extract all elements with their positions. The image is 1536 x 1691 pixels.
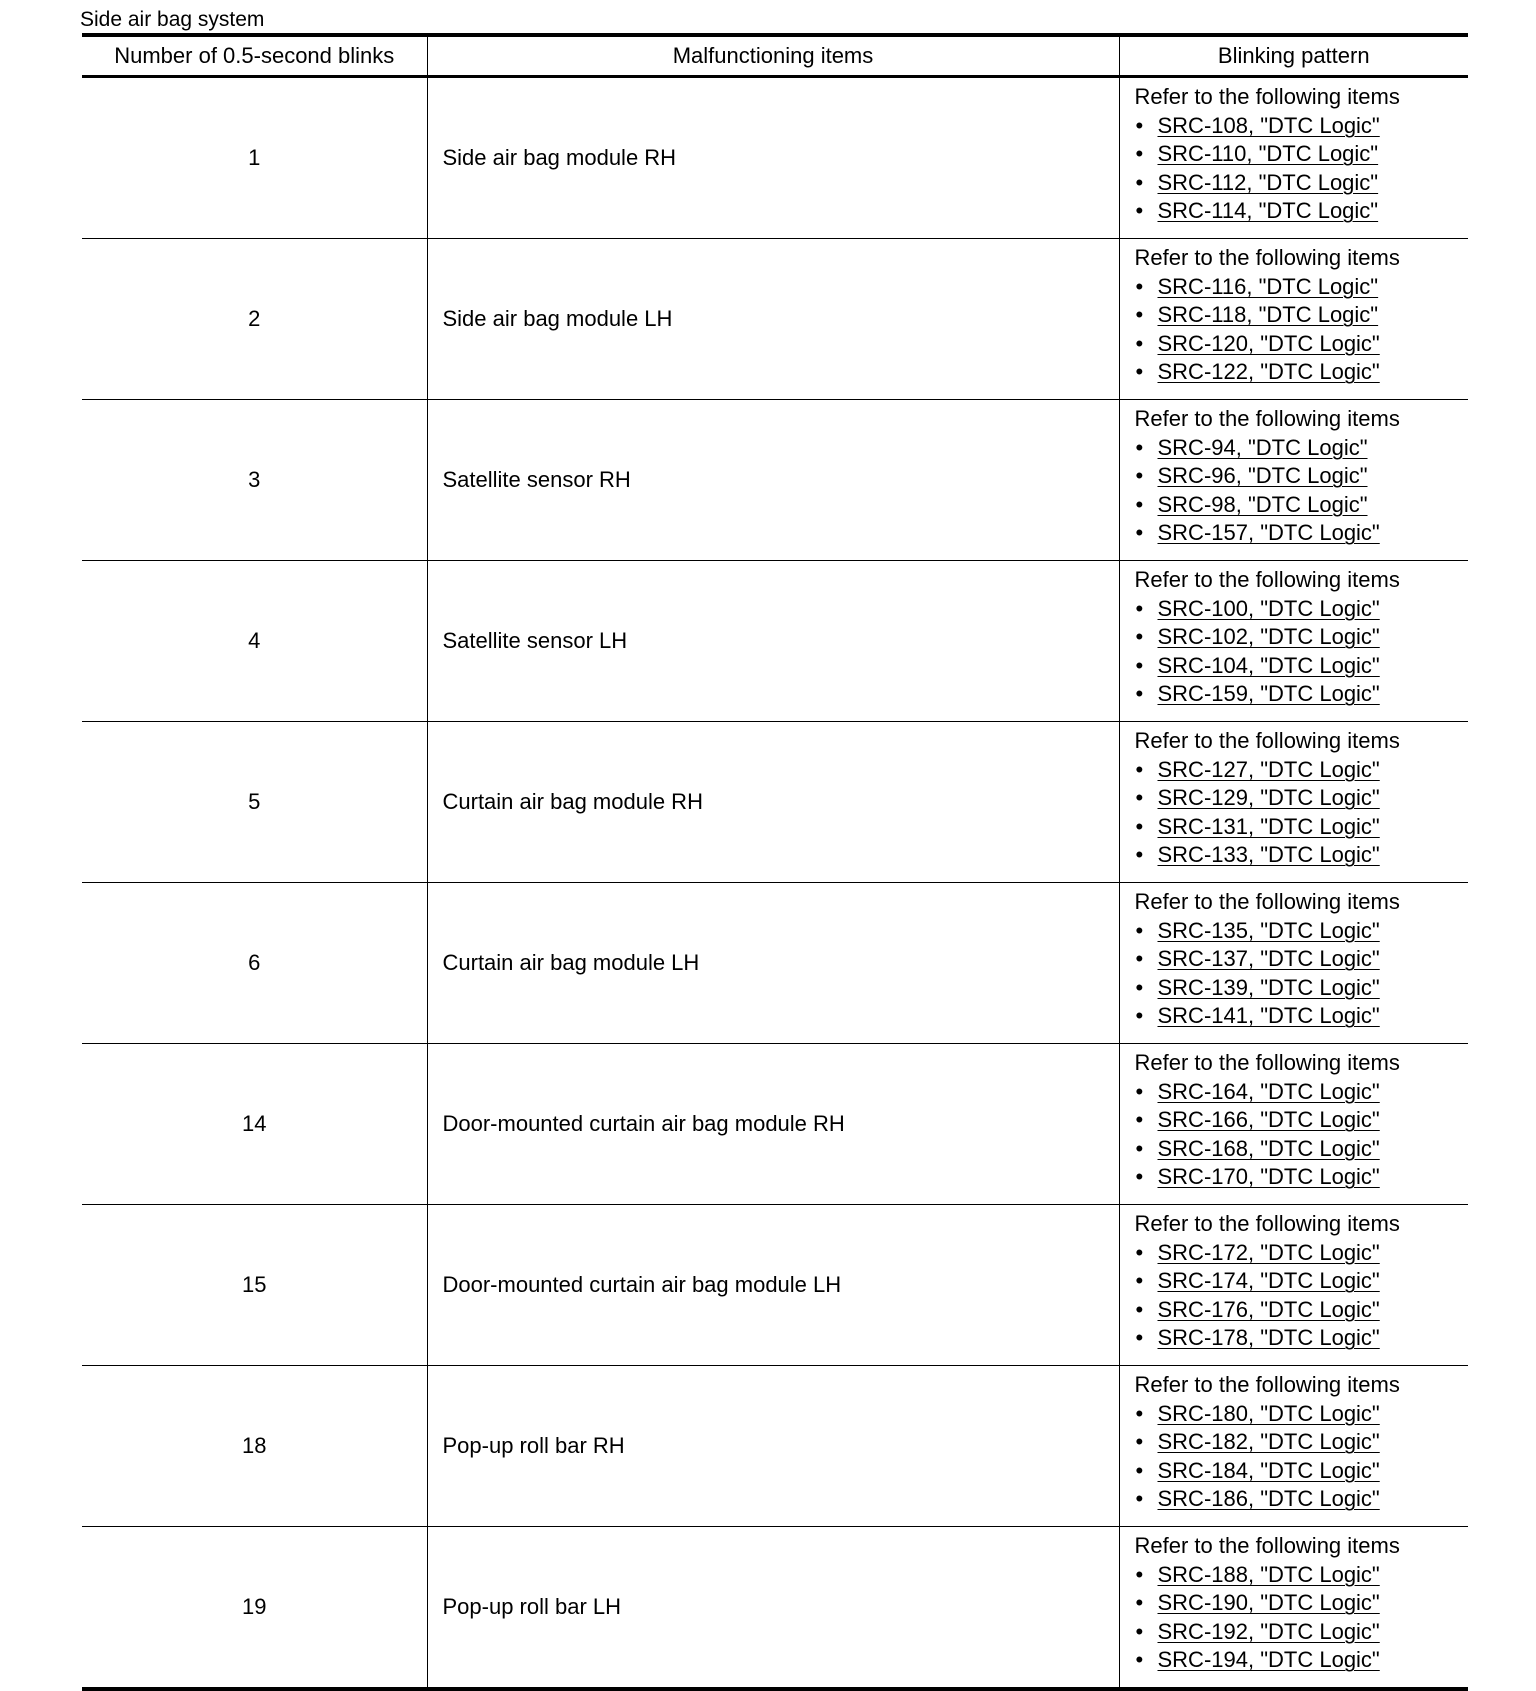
malfunctioning-item-cell: Curtain air bag module RH [427, 722, 1119, 883]
list-item [1135, 1078, 1469, 1107]
blink-count-cell: 1 [82, 77, 427, 239]
bullet-icon: • [1135, 1107, 1144, 1132]
refer-text: Refer to the following items [1134, 245, 1400, 270]
dtc-logic-link[interactable]: SRC-188, "DTC Logic" [1157, 1561, 1380, 1587]
blink-count-cell: 14 [82, 1044, 427, 1205]
malfunctioning-item-cell: Pop-up roll bar LH [427, 1527, 1119, 1690]
blink-pattern-table [82, 33, 1468, 1691]
refer-text: Refer to the following items [1134, 84, 1400, 109]
bullet-icon: • [1135, 1164, 1144, 1189]
reference-list [1135, 1239, 1469, 1353]
list-item [1135, 1267, 1469, 1296]
header-blink-count: Number of 0.5-second blinks [82, 35, 427, 77]
bullet-icon: • [1135, 1590, 1144, 1615]
refer-text: Refer to the following items [1134, 406, 1400, 431]
blinking-pattern-cell [1119, 1366, 1468, 1527]
dtc-logic-link[interactable]: SRC-182, "DTC Logic" [1157, 1429, 1380, 1454]
dtc-logic-link[interactable]: SRC-139, "DTC Logic" [1157, 974, 1380, 1000]
bullet-icon: • [1135, 359, 1144, 384]
malfunctioning-item-cell: Door-mounted curtain air bag module RH [427, 1044, 1119, 1205]
dtc-logic-link[interactable]: SRC-122, "DTC Logic" [1157, 359, 1380, 384]
bullet-icon: • [1135, 1135, 1144, 1161]
bullet-icon: • [1135, 1457, 1144, 1483]
dtc-logic-link[interactable]: SRC-112, "DTC Logic" [1157, 169, 1379, 195]
malfunctioning-item-cell: Side air bag module RH [427, 77, 1119, 239]
list-item [1135, 1428, 1469, 1457]
list-item [1135, 974, 1469, 1003]
reference-list [1135, 917, 1469, 1031]
dtc-logic-link[interactable]: SRC-131, "DTC Logic" [1157, 813, 1380, 839]
blinking-pattern-cell [1119, 722, 1468, 883]
dtc-logic-link[interactable]: SRC-116, "DTC Logic" [1157, 273, 1379, 299]
reference-list [1135, 273, 1469, 387]
dtc-logic-link[interactable]: SRC-118, "DTC Logic" [1157, 302, 1379, 327]
bullet-icon: • [1135, 946, 1144, 971]
blinking-pattern-cell [1119, 77, 1468, 239]
bullet-icon: • [1135, 974, 1144, 1000]
list-item [1135, 301, 1469, 330]
dtc-logic-link[interactable]: SRC-172, "DTC Logic" [1157, 1239, 1380, 1265]
table-row [82, 1366, 1468, 1527]
dtc-logic-link[interactable]: SRC-170, "DTC Logic" [1157, 1164, 1380, 1189]
blinking-pattern-cell [1119, 400, 1468, 561]
bullet-icon: • [1135, 1078, 1144, 1104]
dtc-logic-link[interactable]: SRC-98, "DTC Logic" [1157, 491, 1368, 517]
refer-text: Refer to the following items [1134, 1533, 1400, 1558]
list-item [1135, 841, 1469, 870]
bullet-icon: • [1135, 1486, 1144, 1511]
blink-count-cell: 18 [82, 1366, 427, 1527]
bullet-icon: • [1135, 681, 1144, 706]
list-item [1135, 1324, 1469, 1353]
table-body [82, 77, 1468, 1690]
dtc-logic-link[interactable]: SRC-94, "DTC Logic" [1157, 434, 1368, 460]
dtc-logic-link[interactable]: SRC-178, "DTC Logic" [1157, 1325, 1380, 1350]
table-row [82, 77, 1468, 239]
table-row [82, 239, 1468, 400]
dtc-logic-link[interactable]: SRC-133, "DTC Logic" [1157, 842, 1380, 867]
list-item [1135, 1296, 1469, 1325]
list-item [1135, 813, 1469, 842]
blink-count-cell: 2 [82, 239, 427, 400]
bullet-icon: • [1135, 842, 1144, 867]
blinking-pattern-cell [1119, 561, 1468, 722]
refer-text: Refer to the following items [1134, 1372, 1400, 1397]
list-item [1135, 680, 1469, 709]
list-item [1135, 491, 1469, 520]
list-item [1135, 358, 1469, 387]
dtc-logic-link[interactable]: SRC-100, "DTC Logic" [1157, 595, 1380, 621]
bullet-icon: • [1135, 1239, 1144, 1265]
bullet-icon: • [1135, 1268, 1144, 1293]
bullet-icon: • [1135, 330, 1144, 356]
list-item [1135, 1106, 1469, 1135]
list-item [1135, 595, 1469, 624]
bullet-icon: • [1135, 520, 1144, 545]
bullet-icon: • [1135, 1561, 1144, 1587]
bullet-icon: • [1135, 1325, 1144, 1350]
list-item [1135, 1457, 1469, 1486]
dtc-logic-link[interactable]: SRC-141, "DTC Logic" [1157, 1003, 1380, 1028]
refer-text: Refer to the following items [1134, 567, 1400, 592]
dtc-logic-link[interactable]: SRC-159, "DTC Logic" [1157, 681, 1380, 706]
table-row [82, 883, 1468, 1044]
list-item [1135, 1135, 1469, 1164]
table-row [82, 1527, 1468, 1690]
bullet-icon: • [1135, 463, 1144, 488]
blink-count-cell: 3 [82, 400, 427, 561]
blinking-pattern-cell [1119, 1527, 1468, 1690]
table-row [82, 561, 1468, 722]
reference-list [1135, 1561, 1469, 1675]
dtc-logic-link[interactable]: SRC-96, "DTC Logic" [1157, 463, 1368, 488]
dtc-logic-link[interactable]: SRC-166, "DTC Logic" [1157, 1107, 1380, 1132]
bullet-icon: • [1135, 198, 1144, 223]
list-item [1135, 945, 1469, 974]
dtc-logic-link[interactable]: SRC-104, "DTC Logic" [1157, 652, 1380, 678]
list-item [1135, 1561, 1469, 1590]
list-item [1135, 756, 1469, 785]
dtc-logic-link[interactable]: SRC-110, "DTC Logic" [1157, 141, 1379, 166]
dtc-logic-link[interactable]: SRC-129, "DTC Logic" [1157, 785, 1380, 810]
malfunctioning-item-cell: Satellite sensor RH [427, 400, 1119, 561]
blinking-pattern-cell [1119, 1044, 1468, 1205]
malfunctioning-item-cell: Side air bag module LH [427, 239, 1119, 400]
bullet-icon: • [1135, 595, 1144, 621]
list-item [1135, 1618, 1469, 1647]
refer-text: Refer to the following items [1134, 1211, 1400, 1236]
list-item [1135, 197, 1469, 226]
dtc-logic-link[interactable]: SRC-190, "DTC Logic" [1157, 1590, 1380, 1615]
bullet-icon: • [1135, 785, 1144, 810]
dtc-logic-link[interactable]: SRC-114, "DTC Logic" [1157, 198, 1379, 223]
list-item [1135, 169, 1469, 198]
list-item [1135, 1485, 1469, 1514]
table-row [82, 400, 1468, 561]
list-item [1135, 462, 1469, 491]
dtc-logic-link[interactable]: SRC-135, "DTC Logic" [1157, 917, 1380, 943]
list-item [1135, 917, 1469, 946]
table-row [82, 1044, 1468, 1205]
list-item [1135, 519, 1469, 548]
table-caption: Side air bag system [80, 8, 265, 31]
list-item [1135, 434, 1469, 463]
bullet-icon: • [1135, 1296, 1144, 1322]
dtc-logic-link[interactable]: SRC-120, "DTC Logic" [1157, 330, 1380, 356]
refer-text: Refer to the following items [1134, 1050, 1400, 1075]
dtc-logic-link[interactable]: SRC-157, "DTC Logic" [1157, 520, 1380, 545]
dtc-logic-link[interactable]: SRC-180, "DTC Logic" [1157, 1400, 1380, 1426]
list-item [1135, 1163, 1469, 1192]
reference-list [1135, 595, 1469, 709]
list-item [1135, 1589, 1469, 1618]
blink-count-cell: 5 [82, 722, 427, 883]
header-row [82, 35, 1468, 77]
table-row [82, 1205, 1468, 1366]
reference-list [1135, 756, 1469, 870]
bullet-icon: • [1135, 1003, 1144, 1028]
malfunctioning-item-cell: Curtain air bag module LH [427, 883, 1119, 1044]
blink-count-cell: 4 [82, 561, 427, 722]
refer-text: Refer to the following items [1134, 728, 1400, 753]
dtc-logic-link[interactable]: SRC-127, "DTC Logic" [1157, 756, 1380, 782]
refer-text: Refer to the following items [1134, 889, 1400, 914]
list-item [1135, 652, 1469, 681]
dtc-logic-link[interactable]: SRC-192, "DTC Logic" [1157, 1618, 1380, 1644]
blink-count-cell: 6 [82, 883, 427, 1044]
malfunctioning-item-cell: Pop-up roll bar RH [427, 1366, 1119, 1527]
header-malfunctioning-items: Malfunctioning items [427, 35, 1119, 77]
bullet-icon: • [1135, 491, 1144, 517]
bullet-icon: • [1135, 652, 1144, 678]
bullet-icon: • [1135, 1400, 1144, 1426]
bullet-icon: • [1135, 1618, 1144, 1644]
bullet-icon: • [1135, 273, 1144, 299]
dtc-logic-link[interactable]: SRC-108, "DTC Logic" [1157, 112, 1380, 138]
dtc-logic-link[interactable]: SRC-174, "DTC Logic" [1157, 1268, 1380, 1293]
header-blinking-pattern: Blinking pattern [1119, 35, 1468, 77]
blink-count-cell: 15 [82, 1205, 427, 1366]
malfunctioning-item-cell: Satellite sensor LH [427, 561, 1119, 722]
reference-list [1135, 434, 1469, 548]
list-item [1135, 1002, 1469, 1031]
list-item [1135, 112, 1469, 141]
list-item [1135, 1646, 1469, 1675]
dtc-logic-link[interactable]: SRC-186, "DTC Logic" [1157, 1486, 1380, 1511]
reference-list [1135, 112, 1469, 226]
bullet-icon: • [1135, 434, 1144, 460]
dtc-logic-link[interactable]: SRC-137, "DTC Logic" [1157, 946, 1380, 971]
bullet-icon: • [1135, 917, 1144, 943]
blinking-pattern-cell [1119, 239, 1468, 400]
bullet-icon: • [1135, 112, 1144, 138]
dtc-logic-link[interactable]: SRC-194, "DTC Logic" [1157, 1647, 1380, 1672]
bullet-icon: • [1135, 302, 1144, 327]
list-item [1135, 330, 1469, 359]
blinking-pattern-cell [1119, 1205, 1468, 1366]
reference-list [1135, 1400, 1469, 1514]
bullet-icon: • [1135, 813, 1144, 839]
malfunctioning-item-cell: Door-mounted curtain air bag module LH [427, 1205, 1119, 1366]
bullet-icon: • [1135, 141, 1144, 166]
list-item [1135, 784, 1469, 813]
blink-count-cell: 19 [82, 1527, 427, 1690]
list-item [1135, 140, 1469, 169]
dtc-logic-link[interactable]: SRC-168, "DTC Logic" [1157, 1135, 1380, 1161]
list-item [1135, 623, 1469, 652]
bullet-icon: • [1135, 169, 1144, 195]
bullet-icon: • [1135, 756, 1144, 782]
dtc-logic-link[interactable]: SRC-164, "DTC Logic" [1157, 1078, 1380, 1104]
dtc-logic-link[interactable]: SRC-102, "DTC Logic" [1157, 624, 1380, 649]
reference-list [1135, 1078, 1469, 1192]
list-item [1135, 273, 1469, 302]
table-row [82, 722, 1468, 883]
list-item [1135, 1400, 1469, 1429]
dtc-logic-link[interactable]: SRC-176, "DTC Logic" [1157, 1296, 1380, 1322]
list-item [1135, 1239, 1469, 1268]
blinking-pattern-cell [1119, 883, 1468, 1044]
bullet-icon: • [1135, 1429, 1144, 1454]
bullet-icon: • [1135, 1647, 1144, 1672]
dtc-logic-link[interactable]: SRC-184, "DTC Logic" [1157, 1457, 1380, 1483]
bullet-icon: • [1135, 624, 1144, 649]
